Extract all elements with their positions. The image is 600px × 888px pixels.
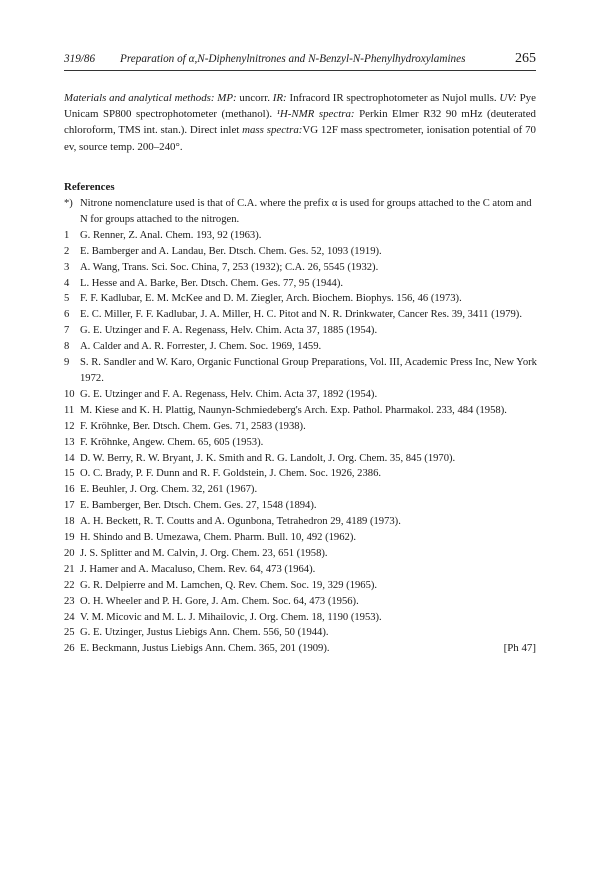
reference-item [64,228,540,244]
reference-item [64,578,540,594]
reference-number: 21 [64,563,75,575]
reference-number: 6 [64,309,70,321]
reference-item [64,530,540,546]
uv-label: UV: [499,92,517,104]
reference-item [64,610,540,626]
reference-item [64,355,540,387]
uv-text: Pye Unicam SP800 spectrophotometer (methanol). [64,92,536,121]
reference-text: E. Bamberger and A. Landau, Ber. Dtsch. Chem. Ges. 52, 1093 (1919). [80,245,382,257]
journal-code: 319/86 [64,53,96,65]
reference-text: H. Shindo and B. Umezawa, Chem. Pharm. Bull. 10, 492 (1962). [80,532,356,544]
reference-text: F. Kröhnke, Ber. Dtsch. Chem. Ges. 71, 2583 (1938). [80,420,306,432]
reference-item [64,466,540,482]
reference-text: E. C. Miller, F. F. Kadlubar, J. A. Miller, H. C. Pitot and N. R. Drinkwater, Cancer Res. 39, 3411 (1979). [80,309,522,321]
reference-number: 18 [64,516,75,528]
reference-item [64,387,540,403]
reference-item [64,419,540,435]
reference-text: E. Bamberger, Ber. Dtsch. Chem. Ges. 27, 1548 (1894). [80,500,317,512]
reference-number: 8 [64,341,70,353]
reference-text: F. F. Kadlubar, E. M. McKee and D. M. Ziegler, Arch. Biochem. Biophys. 156, 46 (1973). [80,293,462,305]
reference-text: F. Kröhnke, Angew. Chem. 65, 605 (1953). [80,436,264,448]
reference-item [64,276,540,292]
reference-number: 24 [64,611,75,623]
reference-item [64,625,540,641]
reference-item [64,307,540,323]
reference-text: V. M. Micovic and M. L. J. Mihailovic, J. Org. Chem. 18, 1190 (1953). [80,611,382,623]
reference-number: 23 [64,595,75,607]
reference-item [64,260,540,276]
reference-items [64,228,540,657]
reference-text: G. E. Utzinger and F. A. Regenass, Helv. Chim. Acta 37, 1892 (1954). [80,388,378,400]
reference-text: O. C. Brady, P. F. Dunn and R. F. Goldstein, J. Chem. Soc. 1926, 2386. [80,468,382,480]
reference-item [64,641,540,657]
reference-number: 22 [64,579,75,591]
reference-text: G. E. Utzinger and F. A. Regenass, Helv. Chim. Acta 37, 1885 (1954). [80,325,378,337]
running-title: Preparation of α,N-Diphenylnitrones and N-Benzyl-N-Phenylhydroxylamines [120,53,466,65]
reference-number: 17 [64,500,75,512]
reference-text: G. E. Utzinger, Justus Liebigs Ann. Chem. 556, 50 (1944). [80,627,329,639]
methods-label: Materials and analytical methods: [64,92,215,104]
page-number: 265 [515,51,536,66]
reference-number: 12 [64,420,75,432]
reference-number: 11 [64,404,75,416]
reference-number: 10 [64,388,75,400]
reference-text: E. Beuhler, J. Org. Chem. 32, 261 (1967). [80,484,258,496]
reference-number: 26 [64,643,75,655]
reference-number: 3 [64,261,70,273]
reference-item [64,498,540,514]
reference-number: 2 [64,245,70,257]
reference-item [64,339,540,355]
reference-text: M. Kiese and K. H. Plattig, Naunyn-Schmiedeberg's Arch. Exp. Pathol. Pharmakol. 233, 484 (1958). [80,404,507,416]
ir-label: IR: [272,92,287,104]
header-rule [64,70,536,71]
reference-number: 7 [64,325,70,337]
reference-item [64,451,540,467]
mp-label: MP: [217,92,237,104]
reference-item [64,323,540,339]
ms-label: mass spectra: [242,124,303,137]
reference-text: S. R. Sandler and W. Karo, Organic Functional Group Preparations, Vol. III, Academic Press Inc, New York 1972. [80,357,537,384]
reference-text: A. H. Beckett, R. T. Coutts and A. Ogunbona, Tetrahedron 29, 4189 (1973). [80,516,401,528]
reference-text: A. Wang, Trans. Sci. Soc. China, 7, 253 (1932); C.A. 26, 5545 (1932). [80,261,379,273]
references-list [64,196,540,657]
footnote-text: Nitrone nomenclature used is that of C.A. where the prefix α is used for groups attached to the C atom and N for groups attached to the nitrogen. [80,198,532,225]
reference-item [64,482,540,498]
manuscript-tag: [Ph 47] [503,642,536,654]
reference-item [64,403,540,419]
running-header [64,53,536,69]
reference-number: 15 [64,468,75,480]
reference-number: 5 [64,293,70,305]
reference-number: 1 [64,229,70,241]
reference-text: L. Hesse and A. Barke, Ber. Dtsch. Chem. Ges. 77, 95 (1944). [80,277,344,289]
reference-item [64,435,540,451]
reference-text: E. Beckmann, Justus Liebigs Ann. Chem. 365, 201 (1909). [80,643,330,655]
nmr-label: ¹H-NMR spectra: [276,108,355,121]
reference-number: 16 [64,484,75,496]
reference-number: 19 [64,532,75,544]
nmr-text: Perkin Elmer R32 90 mHz (deuterated chloroform, TMS int. stan.). Direct inlet [64,108,536,137]
footnote-mark: *) [64,198,73,209]
footnote [64,196,540,228]
reference-number: 25 [64,627,75,639]
reference-item [64,514,540,530]
reference-number: 9 [64,357,70,369]
reference-item [64,291,540,307]
reference-item [64,546,540,562]
ir-text: Infracord IR spectrophotometer as Nujol mulls. [289,92,497,104]
reference-text: J. S. Splitter and M. Calvin, J. Org. Chem. 23, 651 (1958). [80,547,328,559]
reference-number: 4 [64,277,70,289]
reference-number: 14 [64,452,75,464]
reference-text: O. H. Wheeler and P. H. Gore, J. Am. Chem. Soc. 64, 473 (1956). [80,595,359,607]
ms-text: VG 12F mass spectrometer, ionisation potential of 70 ev, source temp. 200–240°. [64,124,536,153]
reference-text: G. R. Delpierre and M. Lamchen, Q. Rev. Chem. Soc. 19, 329 (1965). [80,579,378,591]
reference-number: 20 [64,547,75,559]
reference-item [64,594,540,610]
reference-text: A. Calder and A. R. Forrester, J. Chem. Soc. 1969, 1459. [80,341,322,353]
reference-number: 13 [64,436,75,448]
reference-text: D. W. Berry, R. W. Bryant, J. K. Smith and R. G. Landolt, J. Org. Chem. 35, 845 (1970). [80,452,456,464]
reference-item [64,244,540,260]
mp-text: uncorr. [239,92,270,104]
methods-paragraph [64,90,536,155]
reference-item [64,562,540,578]
reference-text: G. Renner, Z. Anal. Chem. 193, 92 (1963). [80,229,262,241]
reference-text: J. Hamer and A. Macaluso, Chem. Rev. 64, 473 (1964). [80,563,316,575]
references-heading: References [64,181,115,193]
